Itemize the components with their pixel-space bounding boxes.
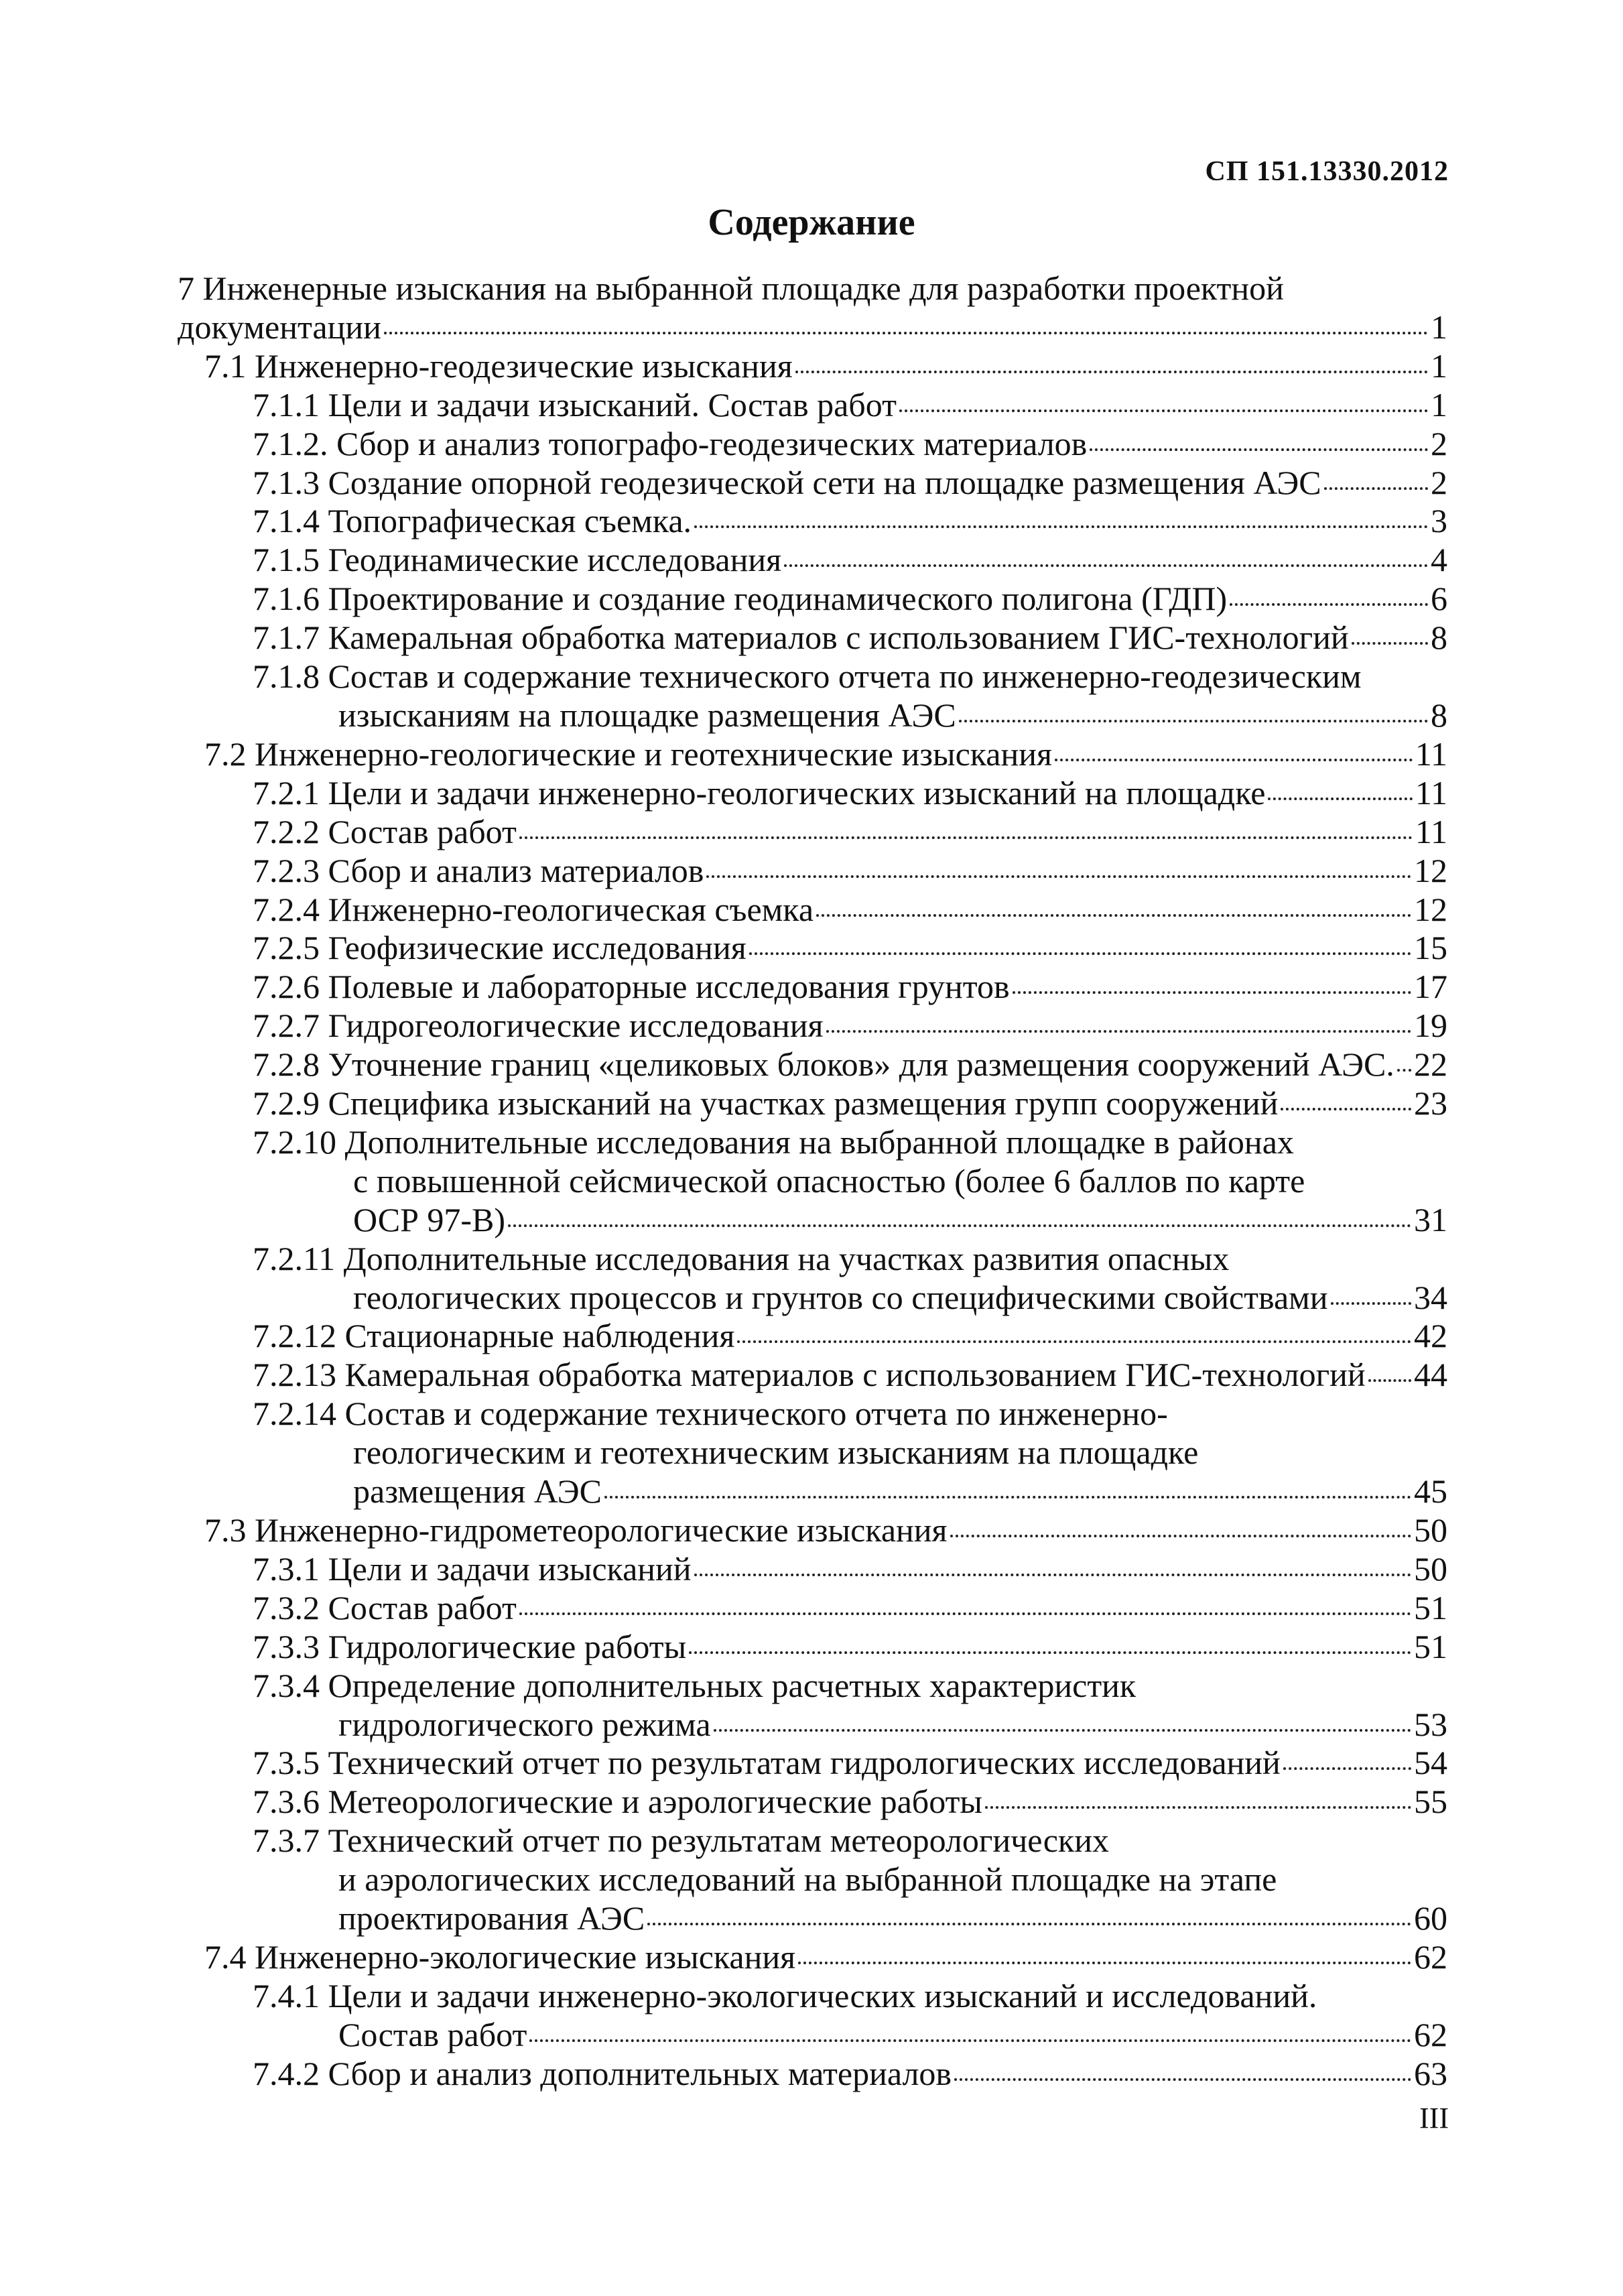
- toc-entry-title: размещения АЭС: [353, 1472, 602, 1511]
- toc-entry[interactable]: [178, 269, 1447, 347]
- toc-page-number: 11: [1415, 812, 1447, 850]
- toc-page-number: 31: [1414, 1200, 1447, 1238]
- page-title: Содержание: [708, 202, 915, 243]
- toc-leader-dots: [694, 525, 1428, 528]
- toc-entry-title: 7.2.12 Стационарные наблюдения: [253, 1317, 735, 1355]
- toc-page-number: 11: [1415, 735, 1447, 773]
- toc-leader-dots: [384, 332, 1428, 334]
- toc-page-number: 23: [1414, 1084, 1447, 1123]
- toc-entry-title: 7.2.13 Камеральная обработка материалов с использованием ГИС-технологий: [253, 1356, 1366, 1394]
- toc-entry[interactable]: [253, 968, 1447, 1007]
- toc-page-number: 55: [1414, 1783, 1447, 1821]
- toc-entry[interactable]: [253, 502, 1447, 541]
- toc-page-number: 15: [1414, 929, 1447, 967]
- toc-page-number: 51: [1414, 1627, 1447, 1665]
- toc-page-number: 22: [1414, 1045, 1447, 1084]
- toc-leader-dots: [1055, 759, 1413, 761]
- toc-entry-title: 7.2.3 Сбор и анализ материалов: [253, 851, 704, 889]
- toc-entry[interactable]: [253, 774, 1447, 813]
- toc-leader-dots: [1281, 1108, 1411, 1110]
- page-number: III: [1419, 2102, 1449, 2134]
- toc-page-number: 45: [1414, 1472, 1447, 1511]
- toc-leader-dots: [798, 1962, 1411, 1964]
- toc-page-number: 19: [1414, 1007, 1447, 1045]
- toc-page-number: 63: [1414, 2054, 1447, 2092]
- toc-entry-title: 7.1 Инженерно-геодезические изыскания: [204, 346, 793, 385]
- toc-entry[interactable]: [253, 541, 1447, 580]
- toc-entry-title: 7.2.5 Геофизические исследования: [253, 929, 746, 967]
- toc-entry[interactable]: [253, 1045, 1447, 1084]
- toc-entry[interactable]: [253, 2055, 1447, 2094]
- toc-entry-title: 7 Инженерные изыскания на выбранной площадке для разработки проектной: [178, 269, 1284, 307]
- toc-entry-title: 7.2.10 Дополнительные исследования на выбранной площадке в районах: [253, 1123, 1294, 1161]
- toc-entry[interactable]: [204, 735, 1447, 774]
- toc-page-number: 17: [1414, 968, 1447, 1006]
- toc-page-number: 4: [1431, 541, 1447, 579]
- toc-page-number: 53: [1414, 1705, 1447, 1743]
- toc-entry[interactable]: [253, 1783, 1447, 1822]
- toc-entry-title: 7.4.1 Цели и задачи инженерно-экологических изысканий и исследований.: [253, 1976, 1317, 2015]
- toc-page-number: 42: [1414, 1317, 1447, 1355]
- toc-leader-dots: [954, 2078, 1411, 2081]
- table-of-contents: [178, 269, 1447, 2094]
- toc-entry-title: 7.1.4 Топографическая съемка.: [253, 502, 692, 540]
- toc-leader-dots: [1324, 487, 1428, 490]
- toc-leader-dots: [985, 1806, 1411, 1809]
- toc-entry[interactable]: [253, 1550, 1447, 1589]
- toc-entry-title: 7.3.5 Технический отчет по результатам гидрологических исследований: [253, 1744, 1281, 1782]
- toc-entry-title: и аэрологических исследований на выбранной площадке на этапе: [338, 1860, 1277, 1899]
- toc-entry-title: 7.1.2. Сбор и анализ топографо-геодезических материалов: [253, 424, 1088, 462]
- toc-entry[interactable]: [253, 1317, 1447, 1356]
- toc-page-number: 1: [1431, 385, 1447, 424]
- toc-entry-title: 7.4.2 Сбор и анализ дополнительных материалов: [253, 2054, 952, 2092]
- toc-entry-title: 7.3 Инженерно-гидрометеорологические изыскания: [204, 1511, 948, 1549]
- toc-entry-title: с повышенной сейсмической опасностью (более 6 баллов по карте: [353, 1161, 1305, 1200]
- toc-entry-title: 7.2.4 Инженерно-геологическая съемка: [253, 890, 814, 928]
- toc-entry-title: 7.1.7 Камеральная обработка материалов с использованием ГИС-технологий: [253, 619, 1349, 657]
- toc-leader-dots: [647, 1923, 1411, 1925]
- toc-entry-title: проектирования АЭС: [338, 1899, 645, 1937]
- toc-leader-dots: [694, 1574, 1411, 1576]
- toc-entry[interactable]: [204, 1938, 1447, 1977]
- toc-leader-dots: [1352, 642, 1428, 645]
- toc-entry[interactable]: [204, 347, 1447, 386]
- toc-entry[interactable]: [253, 1589, 1447, 1628]
- toc-entry[interactable]: [253, 464, 1447, 503]
- toc-leader-dots: [749, 952, 1411, 955]
- toc-page-number: 1: [1431, 308, 1447, 346]
- toc-entry-title: 7.3.1 Цели и задачи изысканий: [253, 1549, 692, 1588]
- toc-entry-title: 7.1.3 Создание опорной геодезической сети на площадке размещения АЭС: [253, 463, 1321, 501]
- toc-page-number: 11: [1415, 773, 1447, 812]
- toc-page-number: 51: [1414, 1588, 1447, 1627]
- toc-entry-title: изысканиям на площадке размещения АЭС: [338, 696, 956, 734]
- toc-leader-dots: [899, 409, 1428, 412]
- toc-leader-dots: [1368, 1379, 1411, 1382]
- toc-entry-title: геологическим и геотехническим изысканиям на площадке: [353, 1433, 1199, 1472]
- toc-leader-dots: [1230, 603, 1428, 606]
- toc-entry[interactable]: [253, 386, 1447, 425]
- toc-entry[interactable]: [253, 1977, 1447, 2055]
- toc-page-number: 3: [1431, 502, 1447, 540]
- toc-leader-dots: [519, 1612, 1411, 1615]
- toc-entry[interactable]: [253, 1007, 1447, 1045]
- toc-entry[interactable]: [253, 929, 1447, 968]
- toc-leader-dots: [508, 1224, 1411, 1227]
- toc-leader-dots: [519, 836, 1413, 839]
- toc-page-number: 12: [1414, 851, 1447, 889]
- toc-leader-dots: [706, 875, 1411, 878]
- toc-entry-title: 7.2.14 Состав и содержание технического отчета по инженерно-: [253, 1395, 1168, 1433]
- document-code: СП 151.13330.2012: [1205, 156, 1449, 187]
- toc-entry-title: 7.1.1 Цели и задачи изысканий. Состав работ: [253, 385, 897, 424]
- toc-entry[interactable]: [204, 1511, 1447, 1550]
- toc-entry[interactable]: [253, 657, 1447, 735]
- toc-leader-dots: [737, 1340, 1411, 1343]
- toc-entry-title: 7.3.7 Технический отчет по результатам метеорологических: [253, 1822, 1109, 1860]
- toc-entry-title: 7.1.6 Проектирование и создание геодинамического полигона (ГДП): [253, 580, 1228, 618]
- toc-page-number: 60: [1414, 1899, 1447, 1937]
- toc-page-number: 62: [1414, 2015, 1447, 2053]
- toc-entry-title: 7.2.8 Уточнение границ «целиковых блоков» для размещения сооружений АЭС.: [253, 1045, 1394, 1084]
- toc-leader-dots: [1331, 1302, 1411, 1305]
- toc-entry-title: геологических процессов и грунтов со специфическими свойствами: [353, 1278, 1328, 1316]
- toc-entry[interactable]: [253, 425, 1447, 464]
- toc-page-number: 1: [1431, 346, 1447, 385]
- toc-leader-dots: [1268, 798, 1412, 800]
- toc-leader-dots: [784, 564, 1428, 567]
- toc-leader-dots: [826, 1030, 1411, 1033]
- toc-page-number: 8: [1431, 619, 1447, 657]
- toc-page-number: 62: [1414, 1937, 1447, 1976]
- toc-entry-title: гидрологического режима: [338, 1705, 711, 1743]
- toc-leader-dots: [959, 720, 1428, 722]
- toc-entry-title: 7.2.9 Специфика изысканий на участках размещения групп сооружений: [253, 1084, 1279, 1123]
- toc-entry-title: 7.3.6 Метеорологические и аэрологические работы: [253, 1783, 983, 1821]
- toc-entry-title: 7.2.1 Цели и задачи инженерно-геологических изысканий на площадке: [253, 773, 1266, 812]
- toc-entry[interactable]: [253, 1084, 1447, 1123]
- toc-page-number: 54: [1414, 1744, 1447, 1782]
- toc-page-number: 50: [1414, 1511, 1447, 1549]
- toc-entry-title: ОСР 97-В): [353, 1200, 506, 1238]
- toc-leader-dots: [950, 1535, 1411, 1537]
- toc-entry[interactable]: [253, 1356, 1447, 1395]
- toc-page-number: 6: [1431, 580, 1447, 618]
- toc-entry[interactable]: [253, 580, 1447, 619]
- toc-entry[interactable]: [253, 1628, 1447, 1667]
- toc-page-number: 44: [1414, 1356, 1447, 1394]
- toc-leader-dots: [1013, 991, 1411, 994]
- toc-page-number: 8: [1431, 696, 1447, 734]
- toc-entry-title: 7.1.8 Состав и содержание технического отчета по инженерно-геодезическим: [253, 657, 1362, 696]
- toc-entry-title: 7.2 Инженерно-геологические и геотехнические изыскания: [204, 735, 1053, 773]
- toc-entry[interactable]: [253, 813, 1447, 852]
- toc-leader-dots: [529, 2039, 1411, 2042]
- toc-leader-dots: [604, 1496, 1411, 1498]
- toc-entry-title: 7.1.5 Геодинамические исследования: [253, 541, 782, 579]
- toc-entry[interactable]: [253, 852, 1447, 891]
- toc-leader-dots: [1397, 1069, 1411, 1072]
- toc-entry-title: 7.2.11 Дополнительные исследования на участках развития опасных: [253, 1239, 1230, 1277]
- toc-leader-dots: [1090, 448, 1428, 451]
- toc-entry[interactable]: [253, 1123, 1447, 1240]
- toc-entry-title: 7.4 Инженерно-экологические изыскания: [204, 1937, 796, 1976]
- toc-entry-title: документации: [178, 308, 381, 346]
- toc-leader-dots: [714, 1729, 1411, 1732]
- toc-entry[interactable]: [253, 891, 1447, 930]
- toc-leader-dots: [816, 914, 1411, 917]
- toc-entry[interactable]: [253, 619, 1447, 657]
- toc-leader-dots: [795, 371, 1428, 373]
- toc-page-number: 2: [1431, 424, 1447, 462]
- toc-entry-title: 7.3.2 Состав работ: [253, 1588, 517, 1627]
- toc-entry-title: Состав работ: [338, 2015, 527, 2053]
- toc-entry[interactable]: [253, 1744, 1447, 1783]
- toc-leader-dots: [689, 1651, 1411, 1654]
- toc-entry-title: 7.2.7 Гидрогеологические исследования: [253, 1007, 824, 1045]
- toc-entry[interactable]: [253, 1822, 1447, 1938]
- toc-entry[interactable]: [253, 1240, 1447, 1318]
- toc-page-number: 12: [1414, 890, 1447, 928]
- toc-page-number: 34: [1414, 1278, 1447, 1316]
- toc-entry-title: 7.3.3 Гидрологические работы: [253, 1627, 687, 1665]
- toc-page-number: 50: [1414, 1549, 1447, 1588]
- toc-entry[interactable]: [253, 1667, 1447, 1744]
- toc-leader-dots: [1283, 1767, 1411, 1770]
- toc-page-number: 2: [1431, 463, 1447, 501]
- toc-entry-title: 7.3.4 Определение дополнительных расчетных характеристик: [253, 1666, 1137, 1704]
- toc-entry-title: 7.2.6 Полевые и лабораторные исследования грунтов: [253, 968, 1010, 1006]
- toc-entry-title: 7.2.2 Состав работ: [253, 812, 517, 850]
- toc-entry[interactable]: [253, 1395, 1447, 1511]
